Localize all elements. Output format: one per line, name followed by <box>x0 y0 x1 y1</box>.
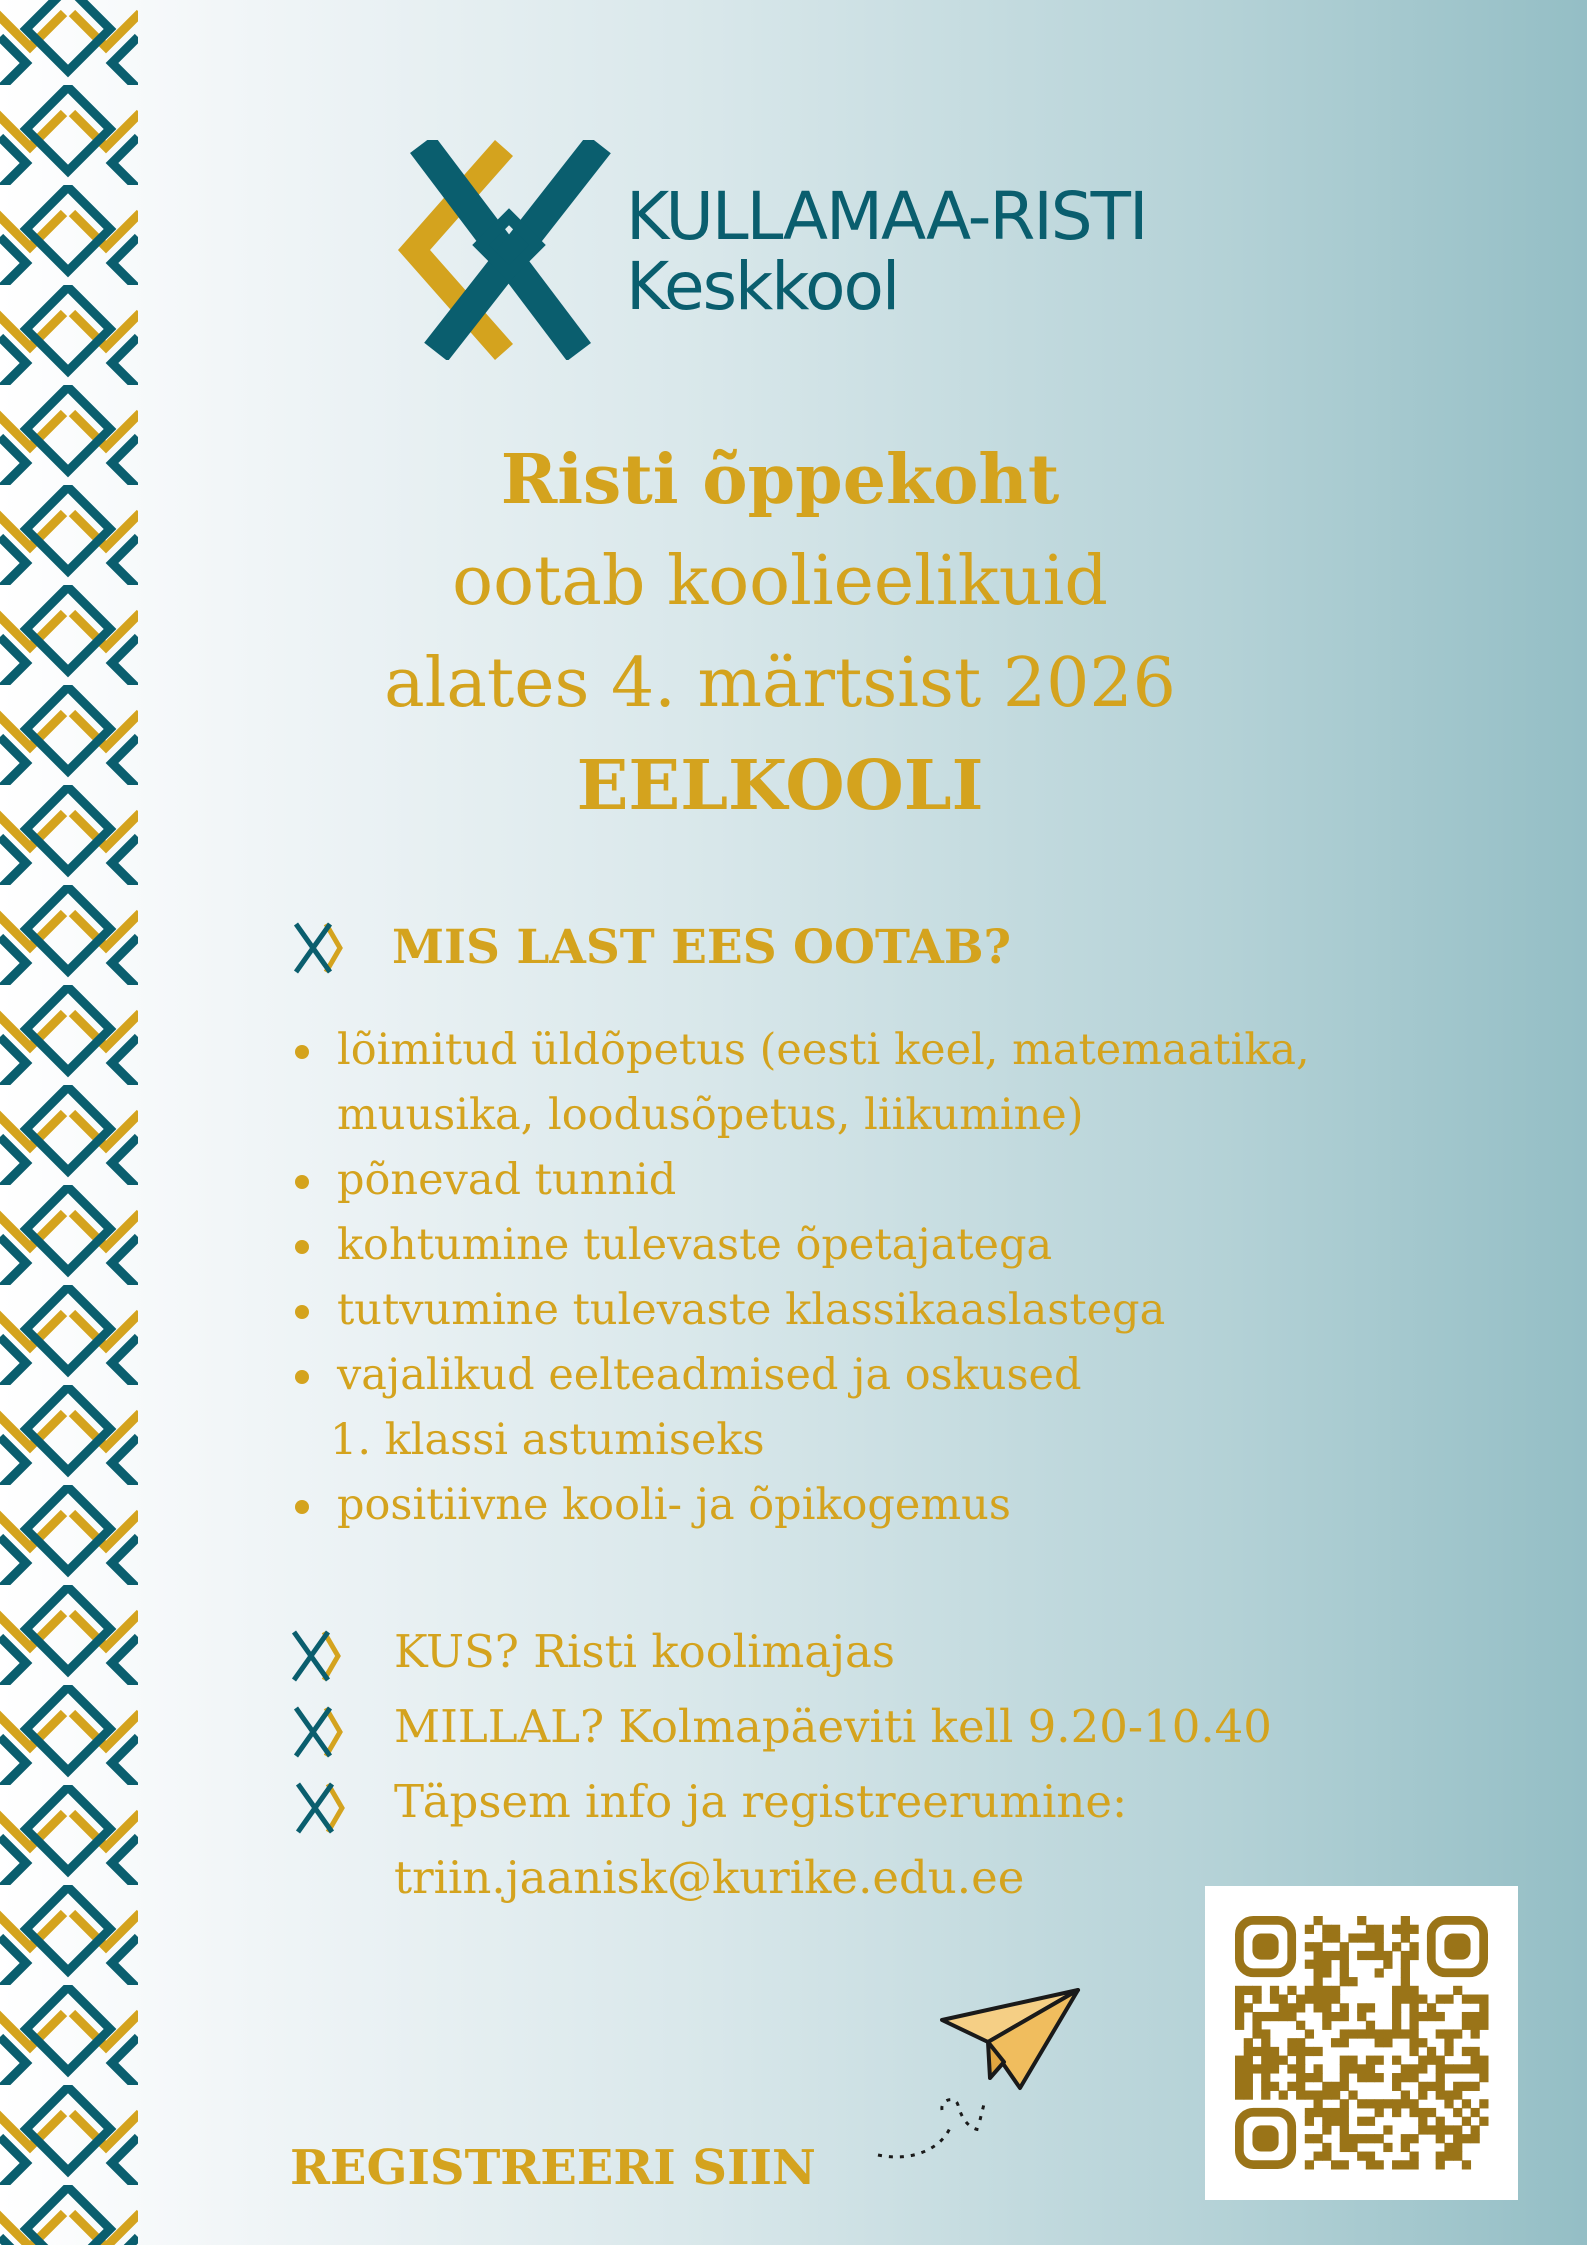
decorative-border-pattern <box>0 0 138 2245</box>
contact-email[interactable]: triin.jaanisk@kurike.edu.ee <box>394 1851 1025 1904</box>
qr-code-box[interactable] <box>1205 1886 1518 2200</box>
list-item: tutvumine tulevaste klassikaaslastega <box>290 1278 1310 1343</box>
list-item: positiivne kooli- ja õpikogemus <box>290 1473 1310 1538</box>
headline-subtitle: ootab koolieelikuid <box>452 542 1108 621</box>
list-item-continuation: 1. klassi astumiseks <box>330 1415 765 1465</box>
x-cross-icon <box>288 1628 344 1684</box>
info-location: KUS? Risti koolimajas <box>394 1625 895 1678</box>
logo-school-name: KULLAMAA-RISTI <box>626 178 1147 255</box>
headline-program: EELKOOLI <box>576 746 984 826</box>
bullet-icon <box>295 1500 309 1514</box>
list-item-continuation: muusika, loodusõpetus, liikumine) <box>337 1090 1084 1140</box>
benefits-list <box>290 1018 1310 1538</box>
x-cross-icon <box>290 920 346 976</box>
list-item: põnevad tunnid <box>290 1148 1310 1213</box>
bullet-icon <box>295 1305 309 1319</box>
x-cross-icon <box>292 1780 348 1836</box>
bullet-icon <box>295 1175 309 1189</box>
register-label: REGISTREERI SIIN <box>290 2140 816 2196</box>
bullet-icon <box>295 1240 309 1254</box>
qr-code[interactable] <box>1205 1886 1518 2200</box>
paper-plane-icon <box>870 1980 1090 2190</box>
info-time: MILLAL? Kolmapäeviti kell 9.20-10.40 <box>394 1700 1272 1753</box>
list-item: kohtumine tulevaste õpetajatega <box>290 1213 1310 1278</box>
logo-school-type: Keskkool <box>626 248 899 325</box>
headline-location: Risti õppekoht <box>500 440 1060 520</box>
info-registration-label: Täpsem info ja registreerumine: <box>394 1775 1128 1828</box>
school-logo <box>394 140 1174 360</box>
bullet-icon <box>295 1370 309 1384</box>
bullet-icon <box>295 1045 309 1059</box>
logo-mark-icon <box>394 140 614 360</box>
section-heading: MIS LAST EES OOTAB? <box>392 920 1012 975</box>
headline-date: alates 4. märtsist 2026 <box>384 644 1176 723</box>
x-cross-icon <box>290 1704 346 1760</box>
list-item: lõimitud üldõpetus (eesti keel, matemaatika, <box>290 1018 1310 1083</box>
list-item: vajalikud eelteadmised ja oskused <box>290 1343 1310 1408</box>
